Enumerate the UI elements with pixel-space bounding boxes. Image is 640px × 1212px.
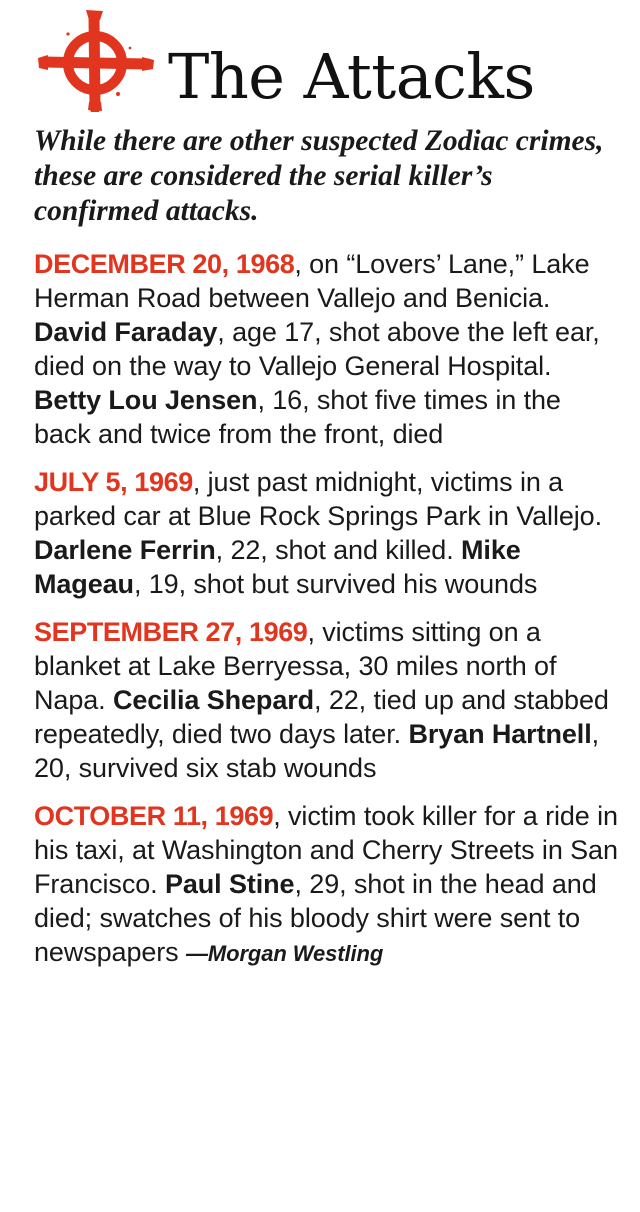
entry-text: , just past midnight, victims in a parked car at Blue Rock Springs Park in Vallejo. (34, 467, 602, 531)
header (34, 0, 618, 118)
victim-name: Betty Lou Jensen (34, 385, 258, 415)
attack-entry-4 (34, 799, 618, 971)
entry-text: , age 17, shot above the left ear, died on the way to Vallejo General Hospital. (34, 317, 600, 381)
victim-name: Cecilia Shepard (112, 685, 315, 715)
attack-date: JULY 5, 1969 (34, 467, 193, 497)
entry-text: , victim took killer for a ride in his taxi, at Washington and Cherry Streets in San Francisco. (34, 801, 618, 899)
article (34, 0, 618, 971)
attack-date: OCTOBER 11, 1969 (34, 801, 274, 831)
intro-text: While there are other suspected Zodiac crimes, these are considered the serial killer’s confirmed attacks. (34, 125, 604, 227)
victim-name: Mike Mageau (34, 535, 521, 599)
entry-text: , 22, shot and killed. (215, 535, 462, 565)
entry-text: , 22, tied up and stabbed repeatedly, died two days later. (34, 685, 609, 749)
entry-text: , 16, shot five times in the back and twice from the front, died (34, 385, 561, 449)
attack-date: DECEMBER 20, 1968 (34, 249, 295, 279)
victim-name: Bryan Hartnell (408, 719, 592, 749)
victim-name: David Faraday (34, 317, 218, 347)
entry-text: , 29, shot in the head and died; swatches of his bloody shirt were sent to newspapers (34, 869, 597, 967)
zodiac-crosshair-icon (34, 8, 156, 112)
entry-text: , 19, shot but survived his wounds (133, 569, 538, 599)
entry-text: , 20, survived six stab wounds (34, 719, 600, 783)
page-title: The Attacks (168, 40, 535, 113)
victim-name: Darlene Ferrin (34, 535, 216, 565)
attack-entry-2 (34, 465, 618, 601)
attack-date: SEPTEMBER 27, 1969 (34, 617, 308, 647)
attack-entry-1 (34, 247, 618, 451)
victim-name: Paul Stine (164, 869, 295, 899)
author-byline: —Morgan Westling (186, 941, 384, 966)
entry-text: , victims sitting on a blanket at Lake Berryessa, 30 miles north of Napa. (34, 617, 557, 715)
attack-entry-3 (34, 615, 618, 785)
entry-text: , on “Lovers’ Lane,” Lake Herman Road between Vallejo and Benicia. (34, 249, 590, 313)
